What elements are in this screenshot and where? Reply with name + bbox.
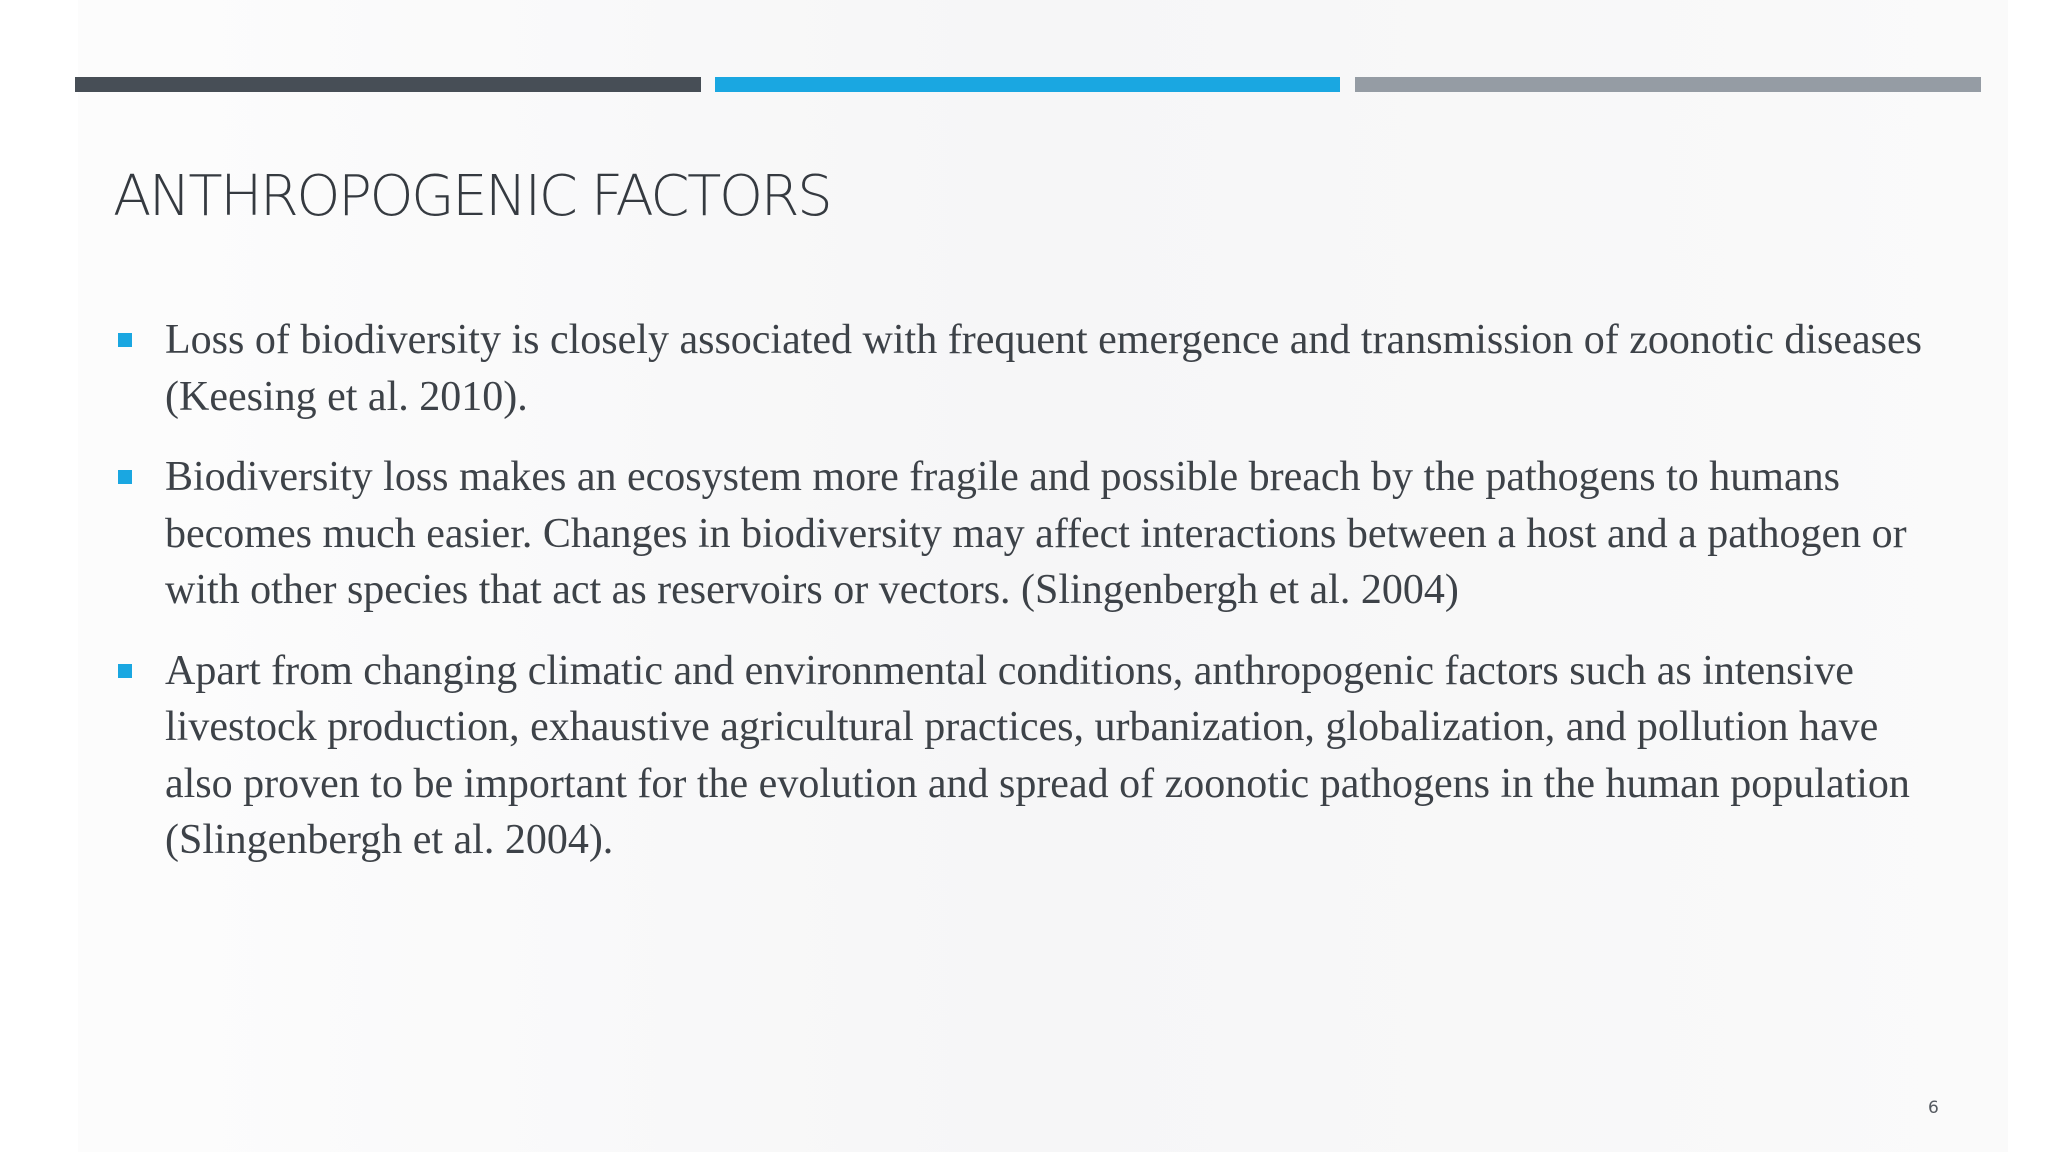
bullet-text: Loss of biodiversity is closely associated with frequent emergence and transmission of zoonotic diseases (Keesing et al. 2010).: [165, 317, 1922, 420]
accent-bar-blue: [715, 77, 1340, 92]
slide-margin-left: [0, 0, 78, 1152]
accent-bar-dark: [75, 77, 701, 92]
bullet-text: Biodiversity loss makes an ecosystem more fragile and possible breach by the pathogens to humans becomes much easier. Changes in biodiversity may affect interactions between a host and a pathogen or with other species that act as reservoirs or vectors. (Slingenbergh et al. 2004): [165, 454, 1907, 613]
accent-bar-gray: [1355, 77, 1981, 92]
square-bullet-icon: [118, 333, 132, 347]
page-number: 6: [1928, 1098, 1939, 1118]
bullet-item: [113, 449, 1943, 619]
bullet-item: [113, 643, 1943, 869]
square-bullet-icon: [118, 470, 132, 484]
bullet-list: [113, 312, 1943, 893]
slide-margin-right: [2008, 0, 2048, 1152]
bullet-item: [113, 312, 1943, 425]
slide-title: ANTHROPOGENIC FACTORS: [113, 164, 831, 229]
square-bullet-icon: [118, 664, 132, 678]
bullet-text: Apart from changing climatic and environmental conditions, anthropogenic factors such as intensive livestock production, exhaustive agricultural practices, urbanization, globalization, and pollution have also proven to be important for the evolution and spread of zoonotic pathogens in the human population (Slingenbergh et al. 2004).: [165, 647, 1910, 863]
